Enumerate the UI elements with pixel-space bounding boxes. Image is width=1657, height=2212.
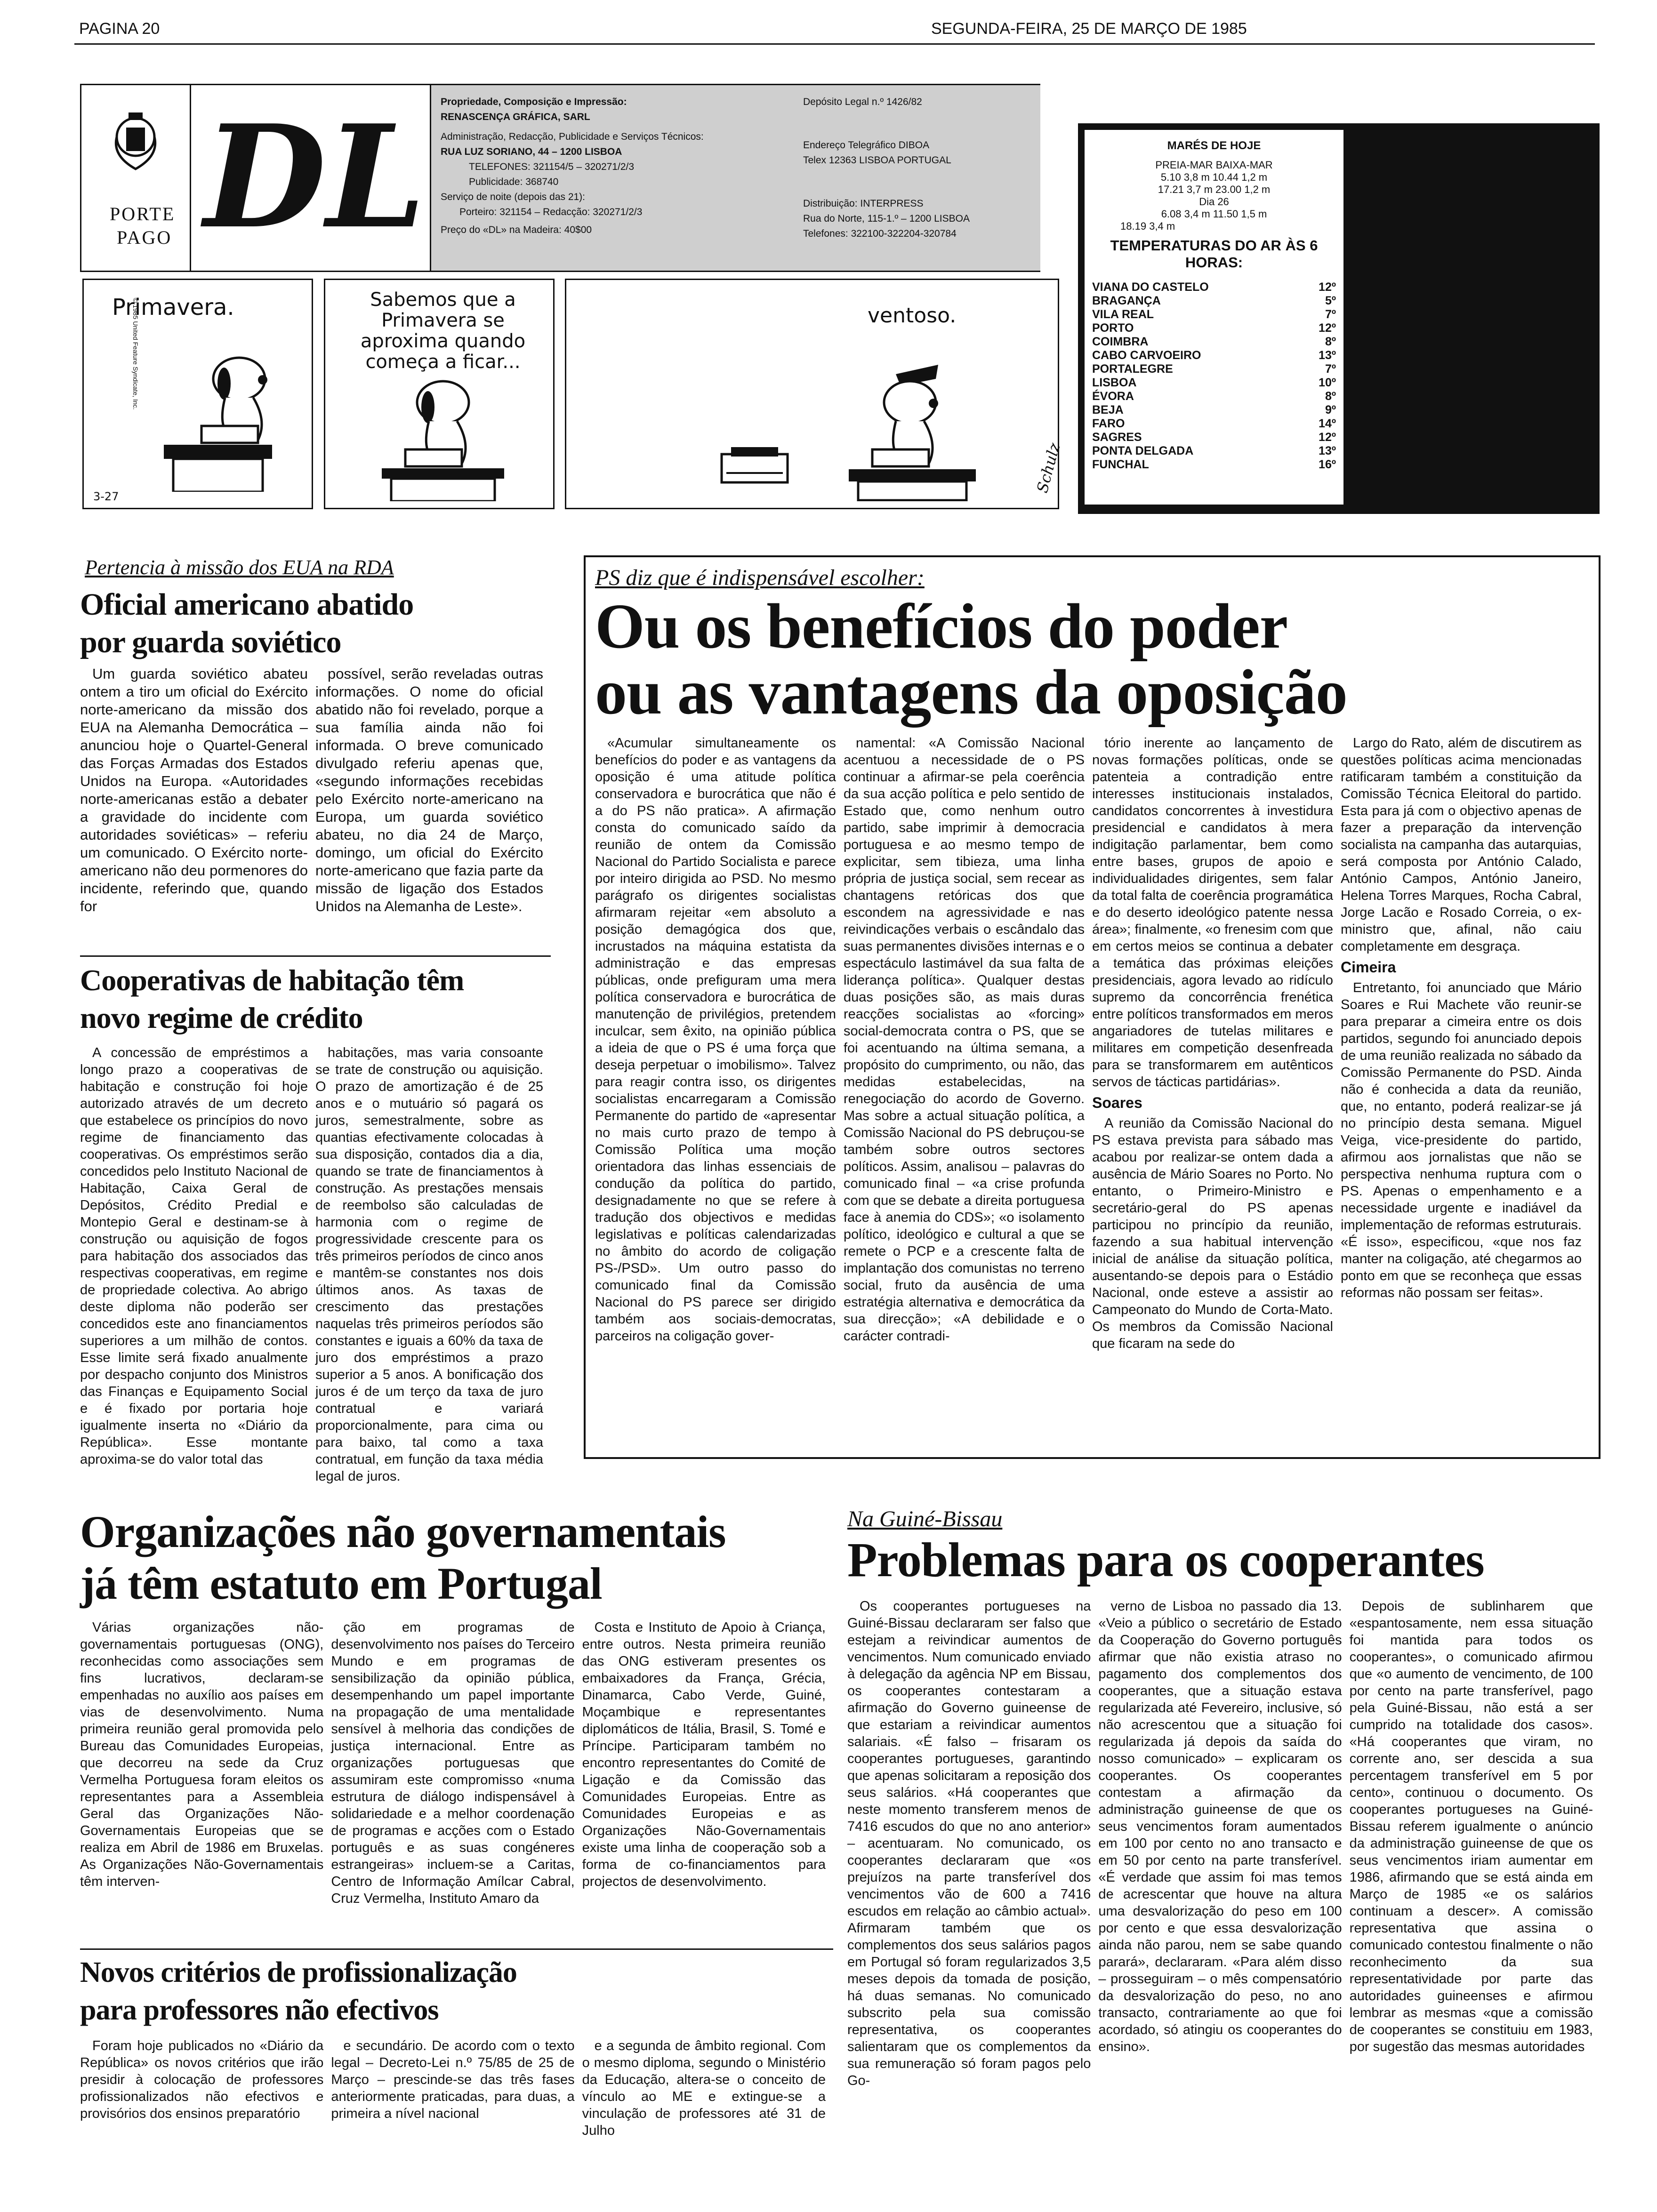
temperature-value: 12º bbox=[1319, 431, 1336, 444]
article-oficial bbox=[80, 555, 551, 915]
article-body bbox=[80, 1044, 551, 1485]
article-title: Ou os benefícios do poder bbox=[595, 591, 1288, 662]
info-line: Distribuição: INTERPRESS bbox=[803, 198, 924, 209]
temperature-value: 13º bbox=[1319, 349, 1336, 362]
info-line: Rua do Norte, 115-1.º – 1200 LISBOA bbox=[803, 213, 970, 224]
body-column bbox=[1092, 735, 1341, 1352]
article-title: novo regime de crédito bbox=[80, 1001, 363, 1034]
typewriter-icon bbox=[717, 445, 792, 487]
temperature-value: 10º bbox=[1319, 376, 1336, 389]
body-column: e secundário. De acordo com o texto legal – Decreto-Lei n.º 75/85 de 25 de Março – prescinde-se das três fases anteriormente praticadas, para duas, a primeira a nível nacional bbox=[331, 2038, 575, 2121]
tides-header: PREIA-MAR BAIXA-MAR bbox=[1155, 159, 1273, 171]
article-body bbox=[80, 665, 551, 915]
article-body bbox=[847, 1598, 1601, 2089]
tide-row: 6.08 3,4 m 11.50 1,5 m bbox=[1161, 208, 1267, 220]
body-column: possível, serão reveladas outras informações. O nome do oficial abatido não foi revelado, porque a sua família ainda não foi informada. O breve comunicado divulgado referiu apenas que, «segundo informações recebidas pelo Exército norte-americano na Europa, um guarda soviético abateu, no dia 24 de Março, domingo, um oficial do Exército norte-americano que fazia parte da missão de ligação dos Estados Unidos na Alemanha de Leste». bbox=[315, 665, 543, 914]
article-title: Novos critérios de profissionalização bbox=[80, 1956, 517, 1988]
tide-row: 17.21 3,7 m 23.00 1,2 m bbox=[1158, 184, 1271, 195]
article-kicker: PS diz que é indispensável escolher: bbox=[595, 565, 925, 590]
body-column: e a segunda de âmbito regional. Com o mesmo diploma, segundo o Ministério da Educação, altera-se o conceito de vínculo ao ME e extingue-se a vinculação de professores até 31 de Julho bbox=[582, 2038, 826, 2138]
body-column: Costa e Instituto de Apoio à Criança, entre outros. Nesta primeira reunião das ONG estiveram presentes os embaixadores da França, Grécia, Dinamarca, Cabo Verde, Guiné, Moçambique e representantes diplomáticos de Itália, Brasil, S. Tomé e Príncipe. Participaram também no encontro representantes do Comité de Ligação e da Comissão das Comunidades Europeias. Entre as Comunidades Europeias e as Organizações Não-Governamentais existe uma linha de cooperação sob a forma de co-financiamentos para projectos de desenvolvimento. bbox=[582, 1620, 826, 1889]
article-title: Organizações não governamentais bbox=[80, 1507, 726, 1557]
temperature-value: 7º bbox=[1325, 308, 1336, 321]
comic-panel-2 bbox=[324, 279, 555, 509]
page-date: SEGUNDA-FEIRA, 25 DE MARÇO DE 1985 bbox=[931, 20, 1247, 38]
temperature-row bbox=[1092, 281, 1336, 294]
masthead-info-panel bbox=[430, 85, 1040, 271]
body-column: Um guarda soviético abateu ontem a tiro um oficial do Exército norte-americano da missão dos EUA na Alemanha Democrática – anunciou hoje o Quartel-General das Forças Armadas dos Estados Unidos na Europa. «Autoridades norte-americanas estão a debater a gravidade do incidente com autoridades soviéticas» – referiu um comunicado. O Exército norte-americano não deu pormenores do incidente, referindo que, quando for bbox=[80, 665, 308, 914]
city-name: BRAGANÇA bbox=[1092, 294, 1161, 307]
dl-logo: DL bbox=[204, 94, 426, 260]
info-line: RUA LUZ SORIANO, 44 – 1200 LISBOA bbox=[441, 146, 622, 157]
temperature-value: 9º bbox=[1325, 403, 1336, 417]
temperature-row bbox=[1092, 321, 1336, 335]
temperature-value: 16º bbox=[1319, 458, 1336, 471]
comic-signature: Schulz bbox=[1033, 441, 1064, 495]
city-name: CABO CARVOEIRO bbox=[1092, 349, 1201, 362]
temperature-row bbox=[1092, 390, 1336, 403]
paragraph: Largo do Rato, além de discutirem as questões políticas acima mencionadas ratificaram também a constituição da Comissão Técnica Eleitoral do partido. Esta para já com o objectivo apenas de fazer a preparação da intervenção socialista na campanha das autarquias, será composta por António Calado, António Campos, António Janeiro, Helena Torres Marques, Rocha Cabral, Jorge Lacão e Rosado Correia, o ex-ministro que, afinal, não caiu completamente em desgraça. bbox=[1341, 736, 1582, 954]
temperature-value: 14º bbox=[1319, 417, 1336, 430]
weather-inner bbox=[1085, 130, 1343, 505]
article-title: Problemas para os cooperantes bbox=[847, 1533, 1484, 1587]
city-name: VILA REAL bbox=[1092, 308, 1154, 321]
temperature-row bbox=[1092, 308, 1336, 321]
masthead bbox=[80, 84, 1040, 272]
weather-box bbox=[1078, 123, 1600, 514]
info-line: Telex 12363 LISBOA PORTUGAL bbox=[803, 155, 951, 166]
body-column: Depois de sublinharem que «espantosamente, nem essa situação foi mantida para todos os cooperantes», o comunicado afirmou que «o aumento de vencimento, de 100 por cento na parte transferível, pago pela Guiné-Bissau, não está a ser cumprido na totalidade dos casos». «Há cooperantes que viram, no corrente ano, ser descida a sua percentagem transferível em 5 por cento», continuou o documento. Os cooperantes portugueses na Guiné-Bissau referem igualmente o anúncio da administração guineense de que os seus vencimentos iriam aumentar em 1986, afirmando que se está ainda em Março de 1985 «e os salários continuam a descer». A comissão representativa que assina o comunicado contestou finalmente o não reconhecimento da sua representatividade por parte das autoridades guineenses e afirmou lembrar as mesmas «que a comissão de cooperantes se constituiu em 1983, por sugestão das mesmas autoridades bbox=[1349, 1599, 1593, 2054]
comic-panel-3 bbox=[565, 279, 1064, 509]
temperature-value: 12º bbox=[1319, 281, 1336, 294]
info-line: Porteiro: 321154 – Redacção: 320271/2/3 bbox=[459, 207, 643, 217]
article-title: para professores não efectivos bbox=[80, 1994, 439, 2026]
paragraph: A reunião da Comissão Nacional do PS estava prevista para sábado mas acabou por realizar-se ontem dada a ausência de Mário Soares no Porto. No entanto, o Primeiro-Ministro e secretário-geral do PS apenas participou no princípio da reunião, fazendo a sua habitual intervenção inicial de análise da situação política, ausentando-se depois para o Estádio Nacional, onde esteve a assistir ao Campeonato do Mundo de Corta-Mato. Os membros da Comissão Nacional que ficaram na sede do bbox=[1092, 1116, 1333, 1351]
article-guine bbox=[847, 1506, 1601, 2089]
page-header bbox=[74, 10, 1595, 45]
temperature-value: 12º bbox=[1319, 321, 1336, 335]
article-professores bbox=[80, 1948, 833, 2139]
article-body bbox=[80, 1619, 833, 1907]
masthead-info-right bbox=[803, 95, 1034, 241]
body-column: A concessão de empréstimos a longo prazo a cooperativas de habitação e construção foi hoje autorizado através de um decreto que estabelece os princípios do novo regime de financiamento das cooperativas. Os empréstimos serão concedidos pelo Instituto Nacional de Habitação, Caixa Geral de Depósitos, Crédito Predial e Montepio Geral e destinam-se à construção ou aquisição de fogos para habitação dos associados das respectivas cooperativas, em regime de propriedade colectiva. Ao abrigo deste diploma não poderão ser concedidos este ano financiamentos superiores a um milhão de contos. Esse limite será fixado anualmente por despacho conjunto dos Ministros das Finanças e Equipamento Social e é fixado por portaria hoje igualmente inserta no «Diário da República». Esse montante aproxima-se do valor total das bbox=[80, 1045, 308, 1467]
temperature-value: 7º bbox=[1325, 362, 1336, 376]
section-heading: Soares bbox=[1092, 1094, 1142, 1111]
temperature-row bbox=[1092, 403, 1336, 417]
city-name: COIMBRA bbox=[1092, 335, 1149, 348]
city-name: PORTO bbox=[1092, 321, 1134, 335]
snoopy-windy-icon bbox=[830, 360, 1009, 501]
article-title: já têm estatuto em Portugal bbox=[80, 1558, 602, 1609]
info-line: Depósito Legal n.º 1426/82 bbox=[803, 96, 922, 107]
tide-row: 5.10 3,8 m 10.44 1,2 m bbox=[1160, 171, 1268, 183]
city-name: PORTALEGRE bbox=[1092, 362, 1173, 376]
city-name: SAGRES bbox=[1092, 431, 1142, 444]
article-ong bbox=[80, 1506, 833, 1907]
city-name: FARO bbox=[1092, 417, 1125, 430]
pago-label: PAGO bbox=[117, 227, 172, 248]
tides-title: MARÉS DE HOJE bbox=[1167, 139, 1261, 152]
info-line: Serviço de noite (depois das 21): bbox=[441, 192, 586, 202]
body-column: verno de Lisboa no passado dia 13. «Veio a público o secretário de Estado da Cooperação do Governo português afirmar que não existia atraso no pagamento dos complementos dos cooperantes, que a situação estava regularizada até Fevereiro, inclusive, só não acrescentou que a situação foi regularizada já depois da saída do nosso comunicado» – explicaram os cooperantes. Os cooperantes contestam a afirmação da administração guineense de que os seus vencimentos foram aumentados em 100 por cento no ano transacto e em 50 por cento na parte transferível. «É verdade que assim foi mas temos de acrescentar que houve na altura uma desvalorização do peso em 100 por cento e que essa desvalorização ainda não parou, nem se sabe quando parará», declararam. «Para além disso – prosseguiram – o mês compensatório da desvalorização do peso, no ano transacto, contrariamente ao que foi acordado, só atingiu os cooperantes do ensino». bbox=[1098, 1599, 1342, 2054]
body-column: Foram hoje publicados no «Diário da República» os novos critérios que irão presidir à colocação de professores profissionalizados não efectivos e provisórios dos ensinos preparatório bbox=[80, 2038, 324, 2121]
article-title: Cooperativas de habitação têm bbox=[80, 963, 464, 997]
body-column: habitações, mas varia consoante se trate de construção ou aquisição. O prazo de amortização é de 25 anos e o mutuário só pagará os juros, semestralmente, sobre as quantias efectivamente colocadas à sua disposição, contados dia a dia, quando se trate de financiamentos à construção. As prestações mensais de reembolso são calculadas de harmonia com o regime de progressividade crescente para os três primeiros períodos de cinco anos e mantêm-se constantes nos dois últimos anos. As taxas de crescimento das prestações naquelas três primeiros períodos são constantes e iguais a 60% da taxa de juro dos empréstimos a prazo superior a 5 anos. A bonificação dos juros é de um terço da taxa de juro contratual e variará proporcionalmente, para cima ou para baixo, tal como a taxa contratual, em função da taxa média legal de juros. bbox=[315, 1045, 543, 1484]
temperature-row bbox=[1092, 458, 1336, 472]
temperature-row bbox=[1092, 335, 1336, 349]
article-title: por guarda soviético bbox=[80, 625, 341, 659]
temperature-row bbox=[1092, 362, 1336, 376]
body-column: Várias organizações não-governamentais portuguesas (ONG), reconhecidas como associações sem fins lucrativos, declaram-se empenhadas no auxílio aos países em vias de desenvolvimento. Numa primeira reunião geral promovida pelo Bureau das Comunidades Europeias, que decorreu na sede da Cruz Vermelha Portuguesa foram eleitos os representantes para a Assembleia Geral das Organizações Não-Governamentais Europeias que se realiza em Abril de 1986 em Bruxelas. As Organizações Não-Governamentais têm interven- bbox=[80, 1620, 324, 1889]
temperature-row bbox=[1092, 376, 1336, 390]
body-column: Os cooperantes portugueses na Guiné-Bissau declararam ser falso que estejam a reivindicar aumentos de vencimentos. Num comunicado enviado à delegação da agência NP em Bissau, os cooperantes contestaram a afirmação do Governo guineense de que estariam a reivindicar aumentos salariais. «É falso – frisaram os cooperantes portugueses, garantindo que apenas solicitaram a reposição dos seus salários. «Há cooperantes que neste momento transferem menos de 7416 escudos do que no ano anterior» – acentuaram. No comunicado, os cooperantes declararam que «os prejuízos na parte transferível dos vencimentos vão de 600 a 7416 escudos em relação ao câmbio actual». Afirmaram também que os complementos dos seus salários pagos em Portugal só foram regularizados 3,5 meses depois da tomada de posição, há duas semanas. No comunicado subscrito pela sua comissão representativa, os cooperantes salientaram que os complementos da sua remuneração só foram pagos pelo Go- bbox=[847, 1599, 1091, 2088]
temperature-value: 8º bbox=[1325, 335, 1336, 348]
porte-label: PORTE bbox=[110, 203, 176, 224]
city-name: BEJA bbox=[1092, 403, 1124, 417]
article-body bbox=[595, 735, 1589, 1352]
comic-text-1: Primavera. bbox=[112, 294, 234, 321]
tide-row: Dia 26 bbox=[1199, 196, 1229, 208]
info-line: RENASCENÇA GRÁFICA, SARL bbox=[441, 112, 590, 122]
info-line: Endereço Telegráfico DIBOA bbox=[803, 140, 930, 151]
article-title: Oficial americano abatido bbox=[80, 587, 414, 622]
info-line: Telefones: 322100-322204-320784 bbox=[803, 228, 957, 239]
temperature-row bbox=[1092, 349, 1336, 362]
info-line: Administração, Redacção, Publicidade e Serviços Técnicos: bbox=[441, 131, 704, 142]
article-body bbox=[80, 2037, 833, 2139]
temperature-value: 13º bbox=[1319, 444, 1336, 457]
info-line: Publicidade: 368740 bbox=[469, 176, 559, 187]
snoopy-typing-icon bbox=[372, 374, 514, 501]
coat-of-arms-icon bbox=[107, 109, 164, 175]
info-line: Propriedade, Composição e Impressão: bbox=[441, 96, 627, 107]
body-column: namental: «A Comissão Nacional acentuou a necessidade de o PS continuar a afirmar-se pela coerência da sua acção política e pelo sentido de Estado que, como nenhum outro partido, sabe imprimir à democracia portuguesa e ao mesmo tempo de explicitar, sem tibieza, uma linha própria de justiça social, sem recear as chantagens retóricas dos que escondem na agressividade e nas reivindicações verbais o escândalo das suas permanentes divisões internas e o espectáculo lastimável da sua falta de liderança política». Qualquer destas duas posições são, as mais duras reacções socialistas ao «forcing» social-democrata contra o PS, que se foi acentuando na última semana, a propósito do cumprimento, ou não, das medidas estabelecidas, na renegociação do acordo de Governo. Mas sobre a actual situação política, a Comissão Nacional do PS debruçou-se também sobre outros sectores políticos. Assim, analisou – palavras do comunicado final – «a crise profunda com que se debate a direita portuguesa face à anemia do CDS»; «o isolamento político, ideológico e cultural a que se remete o PCP e a crescente falta de implantação dos comunistas no terreno social, fruto da ausência de uma estratégia alternativa e democrática da sua direcção»; «A debilidade e o carácter contradi- bbox=[844, 736, 1085, 1344]
temperature-row bbox=[1092, 444, 1336, 458]
snoopy-typing-icon bbox=[145, 337, 286, 492]
masthead-emblem-area bbox=[81, 85, 191, 271]
temperature-list bbox=[1092, 281, 1336, 472]
article-title: ou as vantagens da oposição bbox=[595, 657, 1347, 728]
city-name: LISBOA bbox=[1092, 376, 1137, 389]
temperatures-title: TEMPERATURAS DO AR ÀS 6 HORAS: bbox=[1110, 237, 1318, 271]
article-kicker: Na Guiné-Bissau bbox=[847, 1507, 1003, 1531]
paragraph: Entretanto, foi anunciado que Mário Soares e Rui Machete vão reunir-se para preparar a cimeira entre os dois partidos, segundo foi anunciado depois de uma reunião realizada no sábado da Comissão Permanente do PSD. Ainda não é conhecida a data da reunião, que, no entanto, poderá realizar-se já no princípio desta semana. Miguel Veiga, vice-presidente do partido, afirmou aos jornalistas que não se perspectiva nenhuma ruptura com o PS. Apenas o empenhamento e a necessidade urgente e inadiável da implementação de reformas estruturais. «É isso», especificou, «que nos faz manter na coligação, até chegarmos ao ponto em que se reconheça que essas reformas não possam ser feitas». bbox=[1341, 980, 1582, 1300]
comic-date: 3-27 bbox=[93, 490, 119, 503]
comic-copyright: © 1985 United Feature Syndicate, Inc. bbox=[132, 298, 139, 410]
tide-row: 18.19 3,4 m bbox=[1120, 220, 1175, 232]
article-kicker: Pertencia à missão dos EUA na RDA bbox=[85, 556, 394, 579]
body-column: ção em programas de desenvolvimento nos países do Terceiro Mundo e em programas de sensibilização da opinião pública, desempenhando um papel importante na propagação de uma mentalidade sensível à melhoria das condições de justiça internacional. Entre as organizações portuguesas que assumiram este compromisso «numa estrutura de diálogo indispensável à solidariedade e a melhor coordenação de programas e acções com o Estado português e as suas congéneres estrangeiras» incluem-se a Caritas, Centro de Informação Amílcar Cabral, Cruz Vermelha, Instituto Amaro da bbox=[331, 1620, 575, 1906]
temperature-value: 5º bbox=[1325, 294, 1336, 307]
city-name: FUNCHAL bbox=[1092, 458, 1149, 471]
temperature-row bbox=[1092, 431, 1336, 444]
masthead-info-left bbox=[441, 95, 798, 238]
city-name: VIANA DO CASTELO bbox=[1092, 281, 1209, 294]
temperature-row bbox=[1092, 294, 1336, 308]
info-line: Preço do «DL» na Madeira: 40$00 bbox=[441, 224, 592, 235]
city-name: PONTA DELGADA bbox=[1092, 444, 1194, 457]
section-heading: Cimeira bbox=[1341, 959, 1396, 976]
body-column bbox=[1341, 735, 1589, 1352]
comic-panel-1 bbox=[82, 279, 313, 509]
city-name: ÉVORA bbox=[1092, 390, 1134, 403]
article-cooperativas bbox=[80, 955, 551, 1485]
paragraph: tório inerente ao lançamento de novas formações políticas, onde se patenteia a contradição entre interesses institucionais instalados, candidatos concorrentes à investidura presidencial e candidatos à mera indigitação parlamentar, bem como entre bases, grupos de apoio e individualidades dirigentes, sem falar da total falta de coerência programática e do deserto ideológico patente nessa área»; finalmente, «o frenesim com que em certos meios se continua a debater a temática das próximas eleições presidenciais, agora levado ao ridículo supremo da concorrência frenética entre políticos transformados em meros angariadores de tutelas militares e militares em competição desenfreada para se transformarem em autênticos servos de tácticas partidárias». bbox=[1092, 736, 1333, 1090]
temperature-row bbox=[1092, 417, 1336, 431]
article-ps bbox=[584, 555, 1601, 1459]
temperature-value: 8º bbox=[1325, 390, 1336, 403]
page-number: PAGINA 20 bbox=[79, 20, 160, 38]
comic-text-3: ventoso. bbox=[868, 304, 957, 328]
comic-text-2: Sabemos que a Primavera se aproxima quando começa a ficar... bbox=[360, 289, 526, 373]
info-line: TELEFONES: 321154/5 – 320271/2/3 bbox=[469, 161, 635, 172]
body-column: «Acumular simultaneamente os benefícios do poder e as vantagens da oposição é uma atitude política conservadora e burocrática que não é a do PS não pratica». A afirmação consta do comunicado saído da reunião de ontem da Comissão Nacional do Partido Socialista e parece por inteiro dirigida ao PSD. No mesmo parágrafo os dirigentes socialistas afirmaram rejeitar «em absoluto a posição demagógica dos que, incrustados na máquina estatista da administração e das empresas públicas, onde prefiguram uma mera política conservadora e burocrática de manutenção de privilégios, pretendem inculcar, sem êxito, na opinião pública a ideia de que o PS é uma força que deseja perpetuar o imobilismo». Talvez para reagir contra isso, os dirigentes socialistas encarregaram a Comissão Permanente do partido de «apresentar no mais curto prazo de tempo à Comissão Política uma moção orientadora das linhas essenciais de condução da política do partido, designadamente no que se refere à tradução dos objectivos e medidas legislativas e políticas calendarizadas no âmbito do acordo de coligação PS-/PSD». Um outro passo do comunicado final da Comissão Nacional do PS parece ser dirigido também aos sociais-democratas, parceiros na coligação gover- bbox=[595, 736, 836, 1344]
